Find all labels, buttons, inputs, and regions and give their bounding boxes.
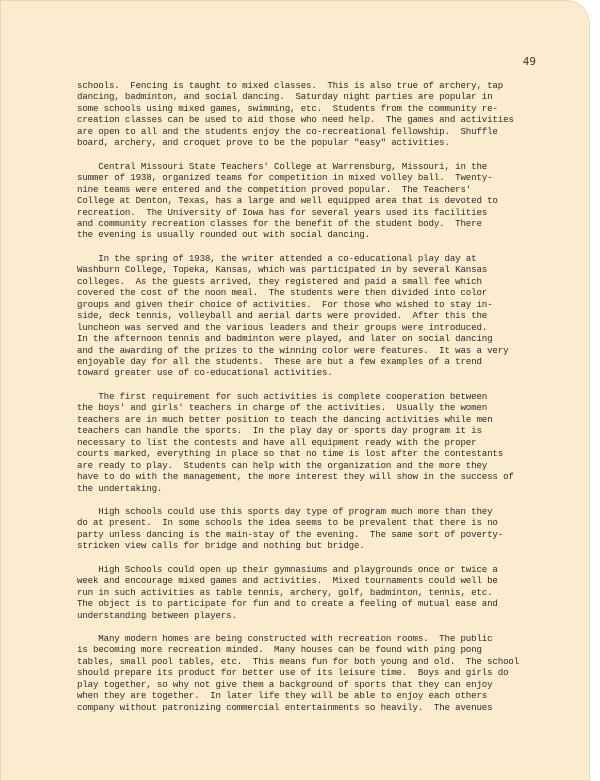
text-line: High Schools could open up their gymnasiums and playgrounds once or twice a <box>77 563 498 575</box>
text-line: have to do with the management, the more interest they will show in the success of <box>77 471 514 483</box>
text-line: teachers can handle the sports. In the play day or sports day program it is <box>77 425 482 437</box>
text-line: run in such activities as table tennis, archery, golf, badminton, tennis, etc. <box>77 586 493 598</box>
text-line: The object is to participate for fun and to create a feeling of mutual ease and <box>77 598 498 610</box>
text-line: teachers are in much better position to teach the dancing activities while men <box>77 413 493 425</box>
text-line: summer of 1938, organized teams for competition in mixed volley ball. Twenty- <box>77 172 493 184</box>
paragraph <box>77 80 547 149</box>
text-line: should prepare its product for better use of its leisure time. Boys and girls do <box>77 667 509 679</box>
text-line: dancing, badminton, and social dancing. Saturday night parties are popular in <box>77 91 493 103</box>
text-line: side, deck tennis, volleyball and aerial darts were provided. After this the <box>77 310 488 322</box>
text-line: High schools could use this sports day type of program much more than they <box>77 505 493 517</box>
text-line: is becoming more recreation minded. Many houses can be found with ping pong <box>77 644 482 656</box>
text-line: Washburn College, Topeka, Kansas, which was participated in by several Kansas <box>77 264 488 276</box>
text-line: recreation. The University of Iowa has for several years used its facilities <box>77 206 488 218</box>
text-line: party unless dancing is the main-stay of the evening. The same sort of poverty- <box>77 528 504 540</box>
text-line: are ready to play. Students can help with the organization and the more they <box>77 459 488 471</box>
body-text <box>77 80 547 725</box>
text-line: and the awarding of the prizes to the winning color were features. It was a very <box>77 344 509 356</box>
text-line: the evening is usually rounded out with social dancing. <box>77 229 370 241</box>
text-line: luncheon was served and the various leaders and their groups were introduced. <box>77 321 488 333</box>
text-line: some schools using mixed games, swimming, etc. Students from the community re- <box>77 102 498 114</box>
text-line: tables, small pool tables, etc. This means fun for both young and old. The school <box>77 655 520 667</box>
text-line: Central Missouri State Teachers' College at Warrensburg, Missouri, in the <box>77 160 488 172</box>
text-line: courts marked, everything in place so that no time is lost after the contestants <box>77 448 504 460</box>
paragraph <box>77 391 547 494</box>
text-line: the undertaking. <box>77 482 163 494</box>
paragraph <box>77 564 547 621</box>
text-line: College at Denton, Texas, has a large and well equipped area that is devoted to <box>77 195 498 207</box>
page-number: 49 <box>522 55 536 68</box>
text-line: and community recreation classes for the benefit of the student body. There <box>77 217 482 229</box>
text-line: are open to all and the students enjoy the co-recreational fellowship. Shuffle <box>77 125 498 137</box>
text-line: play together, so why not give them a background of sports that they can enjoy <box>77 678 493 690</box>
text-line: understanding between players. <box>77 609 237 621</box>
text-line: schools. Fencing is taught to mixed classes. This is also true of archery, tap <box>77 80 504 91</box>
text-line: do at present. In some schools the idea seems to be prevalent that there is no <box>77 517 498 529</box>
text-line: The first requirement for such activities is complete cooperation between <box>77 390 488 402</box>
text-line: covered the cost of the noon meal. The students were then divided into color <box>77 287 488 299</box>
text-line: In the spring of 1938, the writer attended a co-educational play day at <box>77 252 477 264</box>
text-line: nine teams were entered and the competition proved popular. The Teachers' <box>77 183 472 195</box>
text-line: In the afternoon tennis and badminton were played, and later on social dancing <box>77 333 493 345</box>
text-line: creation classes can be used to aid those who need help. The games and activities <box>77 114 514 126</box>
text-line: toward greater use of co-educational activities. <box>77 367 333 379</box>
text-line: Many modern homes are being constructed with recreation rooms. The public <box>77 633 493 645</box>
text-line: week and encourage mixed games and activities. Mixed tournaments could well be <box>77 575 498 587</box>
paragraph <box>77 253 547 379</box>
paragraph <box>77 506 547 552</box>
text-line: the boys' and girls' teachers in charge of the activities. Usually the women <box>77 402 488 414</box>
text-line: stricken view calls for bridge and nothing but bridge. <box>77 540 365 552</box>
text-line: necessary to list the contests and have all equipment ready with the proper <box>77 436 477 448</box>
text-line: company without patronizing commercial entertainments so heavily. The avenues <box>77 701 493 713</box>
paragraph <box>77 633 547 713</box>
paragraph <box>77 161 547 241</box>
text-line: groups and given their choice of activities. For those who wished to stay in- <box>77 298 493 310</box>
text-line: when they are together. In later life they will be able to enjoy each others <box>77 690 488 702</box>
text-line: colleges. As the guests arrived, they registered and paid a small fee which <box>77 275 482 287</box>
text-line: board, archery, and croquet prove to be the popular "easy" activities. <box>77 137 450 149</box>
text-line: enjoyable day for all the students. These are but a few examples of a trend <box>77 355 482 367</box>
